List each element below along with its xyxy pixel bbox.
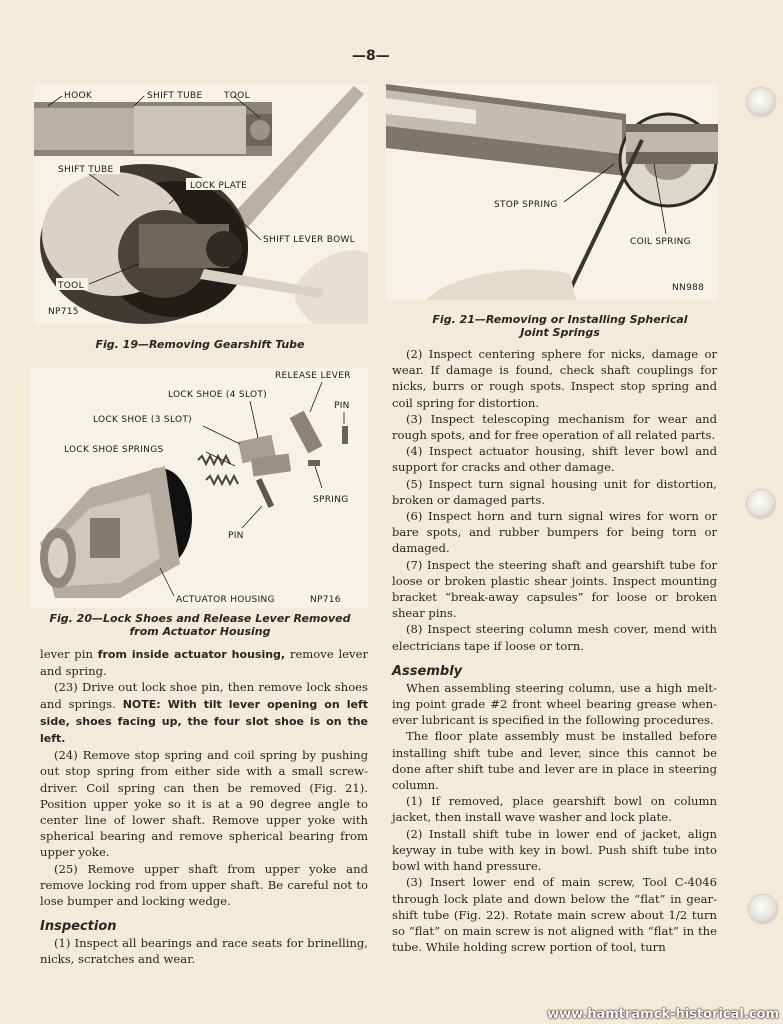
fig19-label-tool-top: TOOL <box>224 91 250 101</box>
paragraph-inspection-4: (4) Inspect actuator housing, shift lever bowl and support for cracks and other damage. <box>392 444 717 475</box>
fig21-label-code: NN988 <box>672 283 705 293</box>
heading-inspection: Inspection <box>40 919 117 935</box>
figure-21-caption-line-2: Joint Springs <box>520 326 600 339</box>
fig21-label-coil-spring: COIL SPRING <box>630 237 691 247</box>
fig20-label-pin-right: PIN <box>334 401 350 411</box>
paragraph-inspection-8: (8) Inspect steering column mesh cover, mend with electricians tape if loose or torn. <box>392 622 717 653</box>
fig19-label-shift-tube-top: SHIFT TUBE <box>147 91 203 101</box>
fig19-label-hook: HOOK <box>64 91 93 101</box>
text-run: lever pin <box>40 647 98 661</box>
text-run: (23) Drive out lock shoe pin, then remove lock shoes and springs. <box>40 680 368 711</box>
fig20-label-lock-shoe-4: LOCK SHOE (4 SLOT) <box>168 390 267 400</box>
binder-hole-bottom <box>749 895 777 923</box>
watermark: www.hamtramck-historical.com <box>547 1007 779 1022</box>
paragraph-assembly-3: (3) Insert lower end of main screw, Tool C-4046 through lock plate and down below the “flat” in gearshift tube (Fig. 22). Rotate main screw about 1/2 turn so “flat” on main screw is not aligned with “flat” in the tube. While holding screw portion of tool, turn <box>392 875 717 955</box>
fig20-label-lock-shoe-3: LOCK SHOE (3 SLOT) <box>93 415 192 425</box>
right-text-column <box>392 346 717 955</box>
paragraph-step-24: (24) Remove stop spring and coil spring by pushing out stop spring from either side with a small screwdriver. Coil spring can then be removed (Fig. 21). Position upper yoke so it is at a 90 degree angle to center line of lower shaft. Remove upper yoke with spherical bearing and remove spherical bearing from upper yoke. <box>40 748 368 860</box>
binder-hole-middle <box>747 490 775 518</box>
fig20-label-actuator-housing: ACTUATOR HOUSING <box>176 595 275 605</box>
fig20-label-spring: SPRING <box>313 495 349 505</box>
paragraph-floor-plate: The floor plate assembly must be installed before installing shift tube and lever, since this cannot be done after shift tube and lever are in place in steering column. <box>392 729 717 793</box>
paragraph-lever-pin <box>40 646 368 679</box>
paragraph-inspection-5: (5) Inspect turn signal housing unit for distortion, broken or damaged parts. <box>392 476 717 507</box>
fig20-label-release-lever: RELEASE LEVER <box>275 371 351 381</box>
paragraph-assembly-intro: When assembling steering column, use a high melting point grade #2 front wheel bearing grease whenever lubricant is specified in the following procedures. <box>392 680 717 728</box>
paragraph-assembly-1: (1) If removed, place gearshift bowl on column jacket, then install wave washer and lock plate. <box>392 794 717 825</box>
heading-assembly: Assembly <box>392 663 463 679</box>
figure-20-caption <box>40 612 360 638</box>
paragraph-inspection-6: (6) Inspect horn and turn signal wires for worn or bare spots, and rubber bumpers for being torn or damaged. <box>392 509 717 556</box>
figure-20-caption-line-1: Fig. 20—Lock Shoes and Release Lever Removed <box>49 612 351 625</box>
fig19-label-shift-tube-left: SHIFT TUBE <box>58 165 114 175</box>
figure-21-caption-line-1: Fig. 21—Removing or Installing Spherical <box>432 313 688 326</box>
figure-19-image <box>34 84 368 324</box>
fig19-label-shift-lever-bowl: SHIFT LEVER BOWL <box>263 235 355 245</box>
paragraph-inspection-7: (7) Inspect the steering shaft and gearshift tube for loose or broken plastic shear joints. Inspect mounting bracket “break-away capsules” for loose or broken shear pins. <box>392 557 717 621</box>
text-run-bold: from inside actuator housing, <box>97 648 286 661</box>
figure-21-image <box>386 84 718 300</box>
paragraph-step-23 <box>40 679 368 747</box>
figure-19-caption: Fig. 19—Removing Gearshift Tube <box>95 338 305 351</box>
fig20-label-lock-shoe-springs: LOCK SHOE SPRINGS <box>64 445 164 455</box>
paragraph-assembly-2: (2) Install shift tube in lower end of jacket, align keyway in tube with key in bowl. Push shift tube into bowl with hand pressure. <box>392 826 717 874</box>
figure-21-caption <box>410 313 710 339</box>
binder-hole-top <box>747 88 775 116</box>
fig19-label-code: NP715 <box>48 307 79 317</box>
text-run-bold: NOTE: With tilt lever opening on left side, shoes facing up, the four slot shoe is on the left. <box>40 697 368 746</box>
paragraph-inspection-1: (1) Inspect all bearings and race seats for brinelling, nicks, scratches and wear. <box>40 936 368 967</box>
paragraph-inspection-2: (2) Inspect centering sphere for nicks, damage or wear. If damage is found, check shaft couplings for nicks, burrs or rough spots. Inspect stop spring and coil spring for distortion. <box>392 347 717 410</box>
fig20-label-pin-bottom: PIN <box>228 531 244 541</box>
text-run: remove lever and spring. <box>40 647 368 679</box>
fig19-label-tool-bottom: TOOL <box>58 281 84 291</box>
figure-20-caption-line-2: from Actuator Housing <box>129 625 271 638</box>
paragraph-step-25: (25) Remove upper shaft from upper yoke and remove locking rod from upper shaft. Be careful not to lose bumper and locking wedge. <box>40 861 368 909</box>
figure-20-image <box>30 368 368 608</box>
paragraph-inspection-3: (3) Inspect telescoping mechanism for wear and rough spots, and for free operation of all related parts. <box>392 411 717 443</box>
fig20-label-code: NP716 <box>310 595 341 605</box>
fig19-label-lock-plate: LOCK PLATE <box>190 181 248 191</box>
left-text-column <box>40 646 368 968</box>
fig21-label-stop-spring: STOP SPRING <box>494 200 558 210</box>
page-number: —8— <box>352 48 390 64</box>
